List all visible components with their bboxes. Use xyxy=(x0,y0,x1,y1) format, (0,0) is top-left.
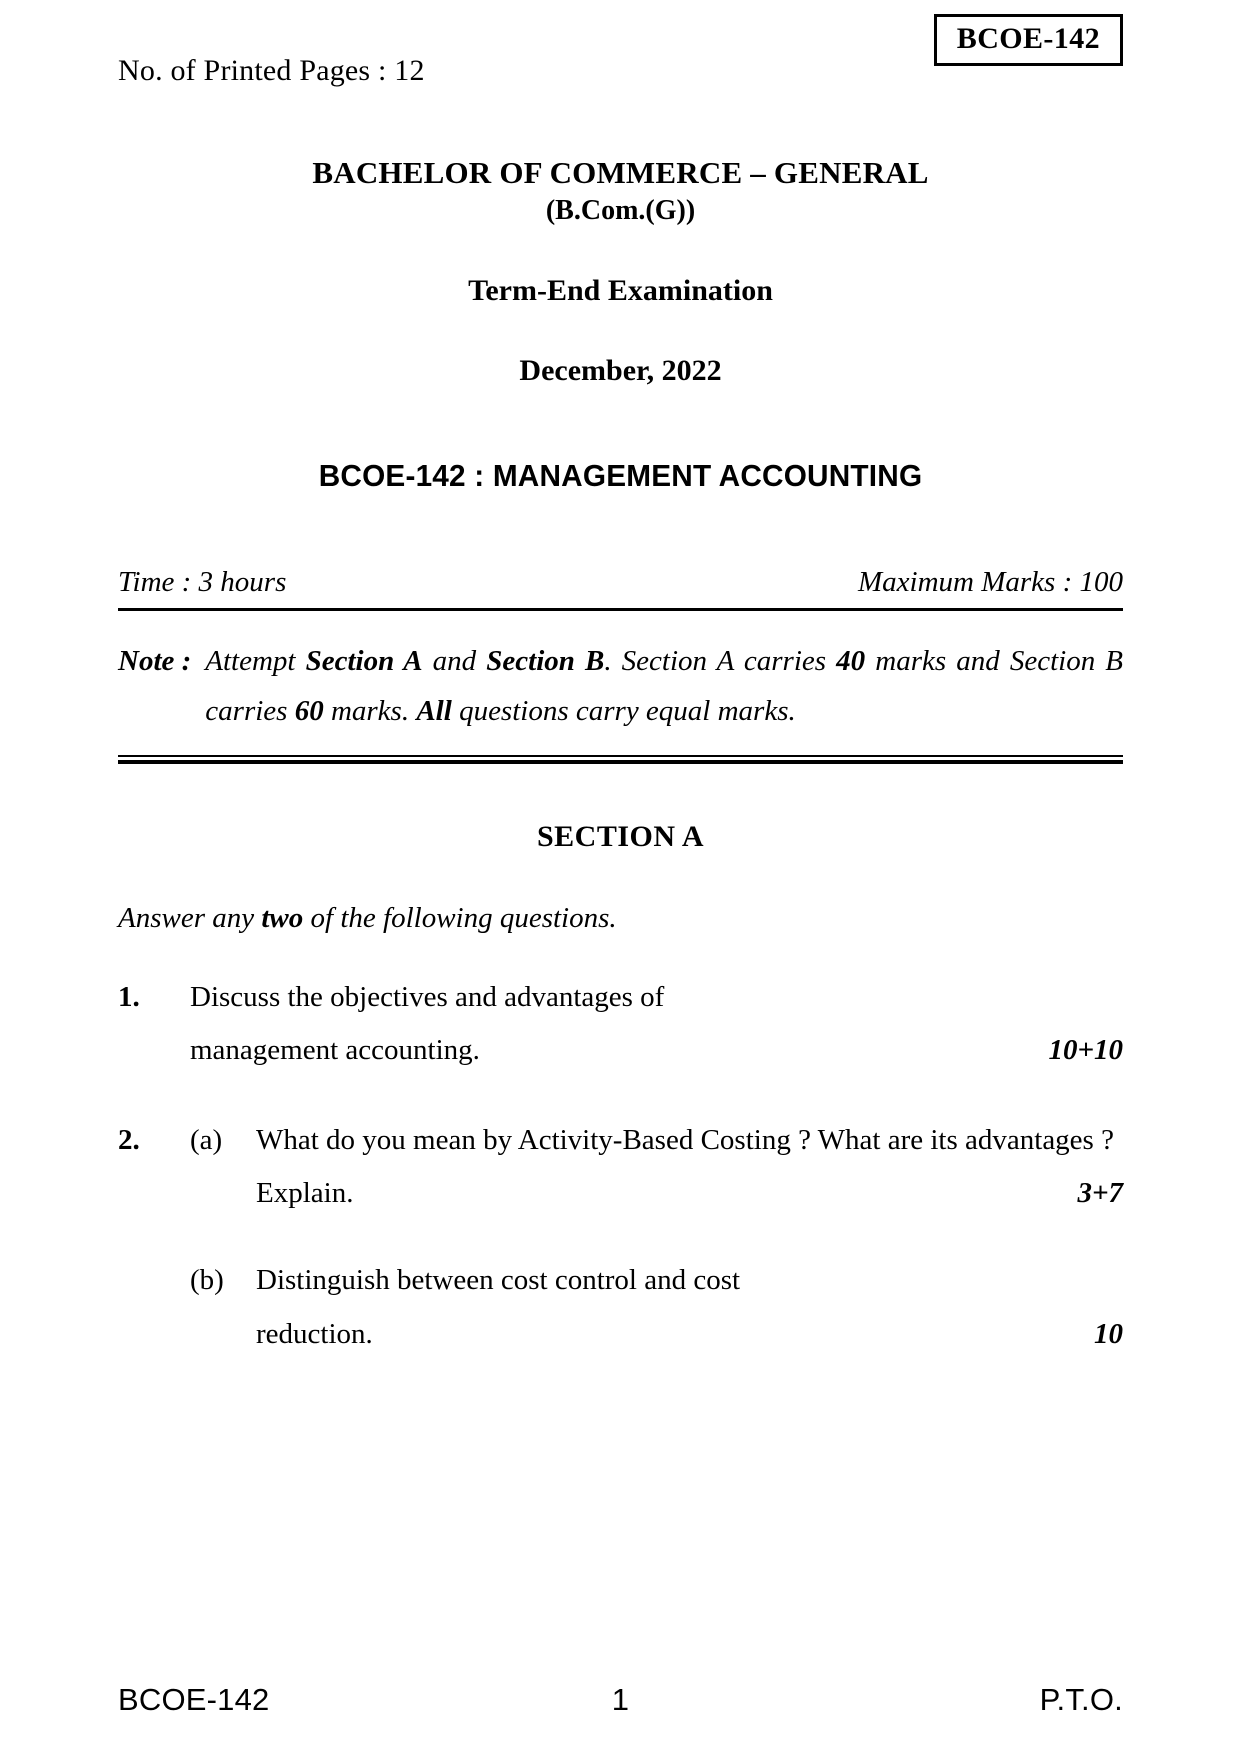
note-block xyxy=(118,637,1123,737)
programme-short-title: (B.Com.(G)) xyxy=(545,195,696,227)
exam-meta-row xyxy=(118,566,1123,599)
title-block xyxy=(118,154,1123,388)
page-header xyxy=(118,0,1123,92)
question-2-part-b xyxy=(190,1254,1123,1361)
question-2-part-a-tail: Explain. xyxy=(256,1177,354,1210)
section-a-instruction xyxy=(118,902,1123,935)
exam-date: December, 2022 xyxy=(519,354,722,388)
question-2-part-a-text: What do you mean by Activity-Based Costing ? What are its advantages ? xyxy=(256,1123,1114,1156)
paper-code-box: BCOE-142 xyxy=(934,14,1123,66)
question-2-part-a-marks: 3+7 xyxy=(1077,1177,1123,1210)
note-label: Note : xyxy=(118,645,192,678)
question-2-part-a xyxy=(190,1114,1123,1221)
course-title: BCOE-142 : MANAGEMENT ACCOUNTING xyxy=(318,458,923,494)
question-2 xyxy=(118,1114,1123,1361)
question-1-text: Discuss the objectives and advantages of xyxy=(190,980,665,1013)
question-1 xyxy=(118,971,1123,1078)
question-2-part-a-body xyxy=(256,1114,1123,1221)
instruction-post: of the following questions. xyxy=(303,901,617,934)
instruction-pre: Answer any xyxy=(118,901,262,934)
note-text: Attempt Section A and Section B. Section A carries 40 marks and Section B carries 60 marks. All questions carry equal marks. xyxy=(205,645,1123,728)
note-divider xyxy=(118,755,1123,764)
question-1-marks: 10+10 xyxy=(1048,1034,1123,1067)
page-footer xyxy=(118,1682,1123,1718)
footer-page-number: 1 xyxy=(611,1682,630,1717)
question-1-tail: management accounting. xyxy=(190,1034,480,1067)
programme-title: BACHELOR OF COMMERCE – GENERAL xyxy=(312,155,929,190)
question-2-part-a-label: (a) xyxy=(190,1123,223,1156)
question-2-part-b-tail: reduction. xyxy=(256,1317,373,1350)
question-2-part-b-text: Distinguish between cost control and cost xyxy=(256,1264,741,1297)
question-2-part-b-body xyxy=(256,1254,1123,1361)
question-2-body xyxy=(190,1114,1123,1361)
question-1-number: 1. xyxy=(118,980,140,1013)
question-2-number: 2. xyxy=(118,1123,140,1156)
meta-divider xyxy=(118,608,1123,611)
question-1-body xyxy=(190,971,1123,1078)
question-2-part-b-marks: 10 xyxy=(1094,1317,1123,1350)
question-2-part-b-last-line xyxy=(256,1308,1123,1361)
question-2-part-a-last-line xyxy=(256,1167,1123,1220)
footer-pto: P.T.O. xyxy=(1039,1682,1123,1717)
exam-type-title: Term-End Examination xyxy=(468,274,773,308)
section-a-heading: SECTION A xyxy=(536,819,705,853)
question-2-part-b-label: (b) xyxy=(190,1264,224,1297)
question-1-last-line xyxy=(190,1024,1123,1077)
footer-paper-code: BCOE-142 xyxy=(118,1682,270,1717)
instruction-emphasis: two xyxy=(261,901,304,934)
exam-duration: Time : 3 hours xyxy=(118,566,287,599)
printed-pages-label: No. of Printed Pages : 12 xyxy=(118,54,425,87)
exam-max-marks: Maximum Marks : 100 xyxy=(858,566,1123,599)
